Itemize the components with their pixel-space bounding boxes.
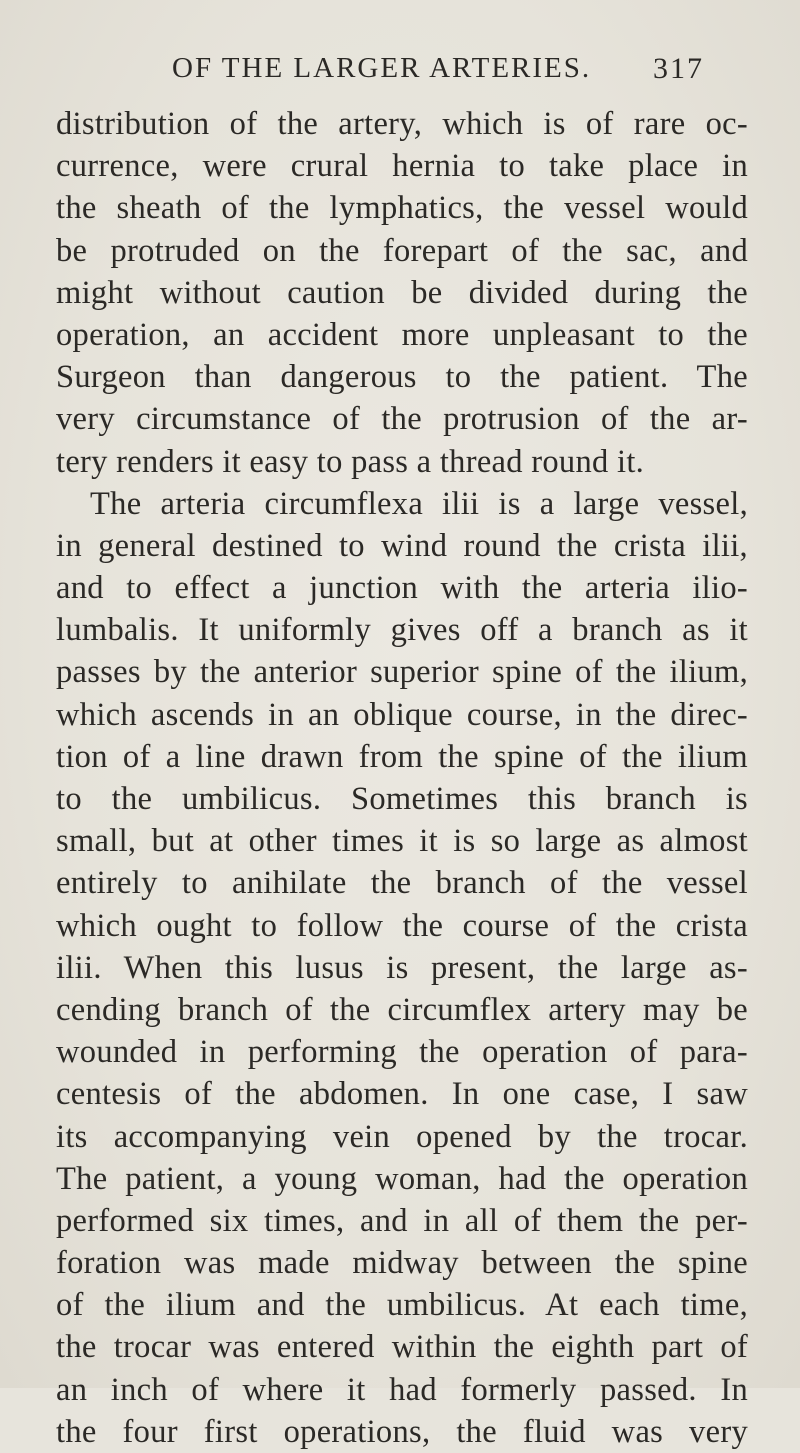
text-line: of the ilium and the umbilicus. At each time, [56, 1287, 748, 1324]
text-line: currence, were crural hernia to take place in [56, 148, 748, 185]
text-line: ilii. When this lusus is present, the large as- [56, 949, 748, 986]
text-line: an inch of where it had formerly passed. In [56, 1371, 748, 1408]
text-line: centesis of the abdomen. In one case, I saw [56, 1076, 748, 1113]
text-line: in general destined to wind round the crista ilii, [56, 527, 748, 564]
body-text [56, 103, 748, 1453]
text-line: very circumstance of the protrusion of the ar- [56, 401, 748, 438]
text-line: which ascends in an oblique course, in the direc- [56, 696, 748, 733]
text-line: the trocar was entered within the eighth part of [56, 1329, 748, 1366]
text-line: small, but at other times it is so large as almost [56, 823, 748, 860]
text-line: cending branch of the circumflex artery may be [56, 991, 748, 1028]
text-line: foration was made midway between the spine [56, 1245, 748, 1282]
text-line: passes by the anterior superior spine of the ilium, [56, 654, 748, 691]
text-line: which ought to follow the course of the crista [56, 907, 748, 944]
text-line: the four first operations, the fluid was very [56, 1413, 748, 1450]
text-line: distribution of the artery, which is of rare oc- [56, 106, 748, 142]
text-line: entirely to anihilate the branch of the vessel [56, 865, 748, 902]
page-number: 317 [653, 52, 704, 85]
text-line: might without caution be divided during the [56, 274, 748, 311]
text-line: the sheath of the lymphatics, the vessel would [56, 190, 748, 227]
text-line: and to effect a junction with the arteria ilio- [56, 570, 748, 607]
text-line: to the umbilicus. Sometimes this branch is [56, 781, 748, 817]
running-head [172, 52, 732, 96]
text-line: tery renders it easy to pass a thread round it. [56, 443, 645, 480]
text-line: The patient, a young woman, had the operation [56, 1160, 748, 1197]
text-line: be protruded on the forepart of the sac, and [56, 232, 748, 269]
text-line: Surgeon than dangerous to the patient. The [56, 359, 748, 396]
text-line: wounded in performing the operation of para- [56, 1034, 748, 1071]
text-line: operation, an accident more unpleasant to the [56, 316, 748, 353]
text-line: performed six times, and in all of them the per- [56, 1202, 748, 1239]
paragraph-start-line: The arteria circumflexa ilii is a large vessel, [90, 485, 748, 522]
text-line: lumbalis. It uniformly gives off a branch as it [56, 612, 748, 649]
text-line: its accompanying vein opened by the trocar. [56, 1118, 748, 1155]
text-line: tion of a line drawn from the spine of the ilium [56, 738, 748, 775]
running-head-title: OF THE LARGER ARTERIES. [172, 52, 592, 84]
